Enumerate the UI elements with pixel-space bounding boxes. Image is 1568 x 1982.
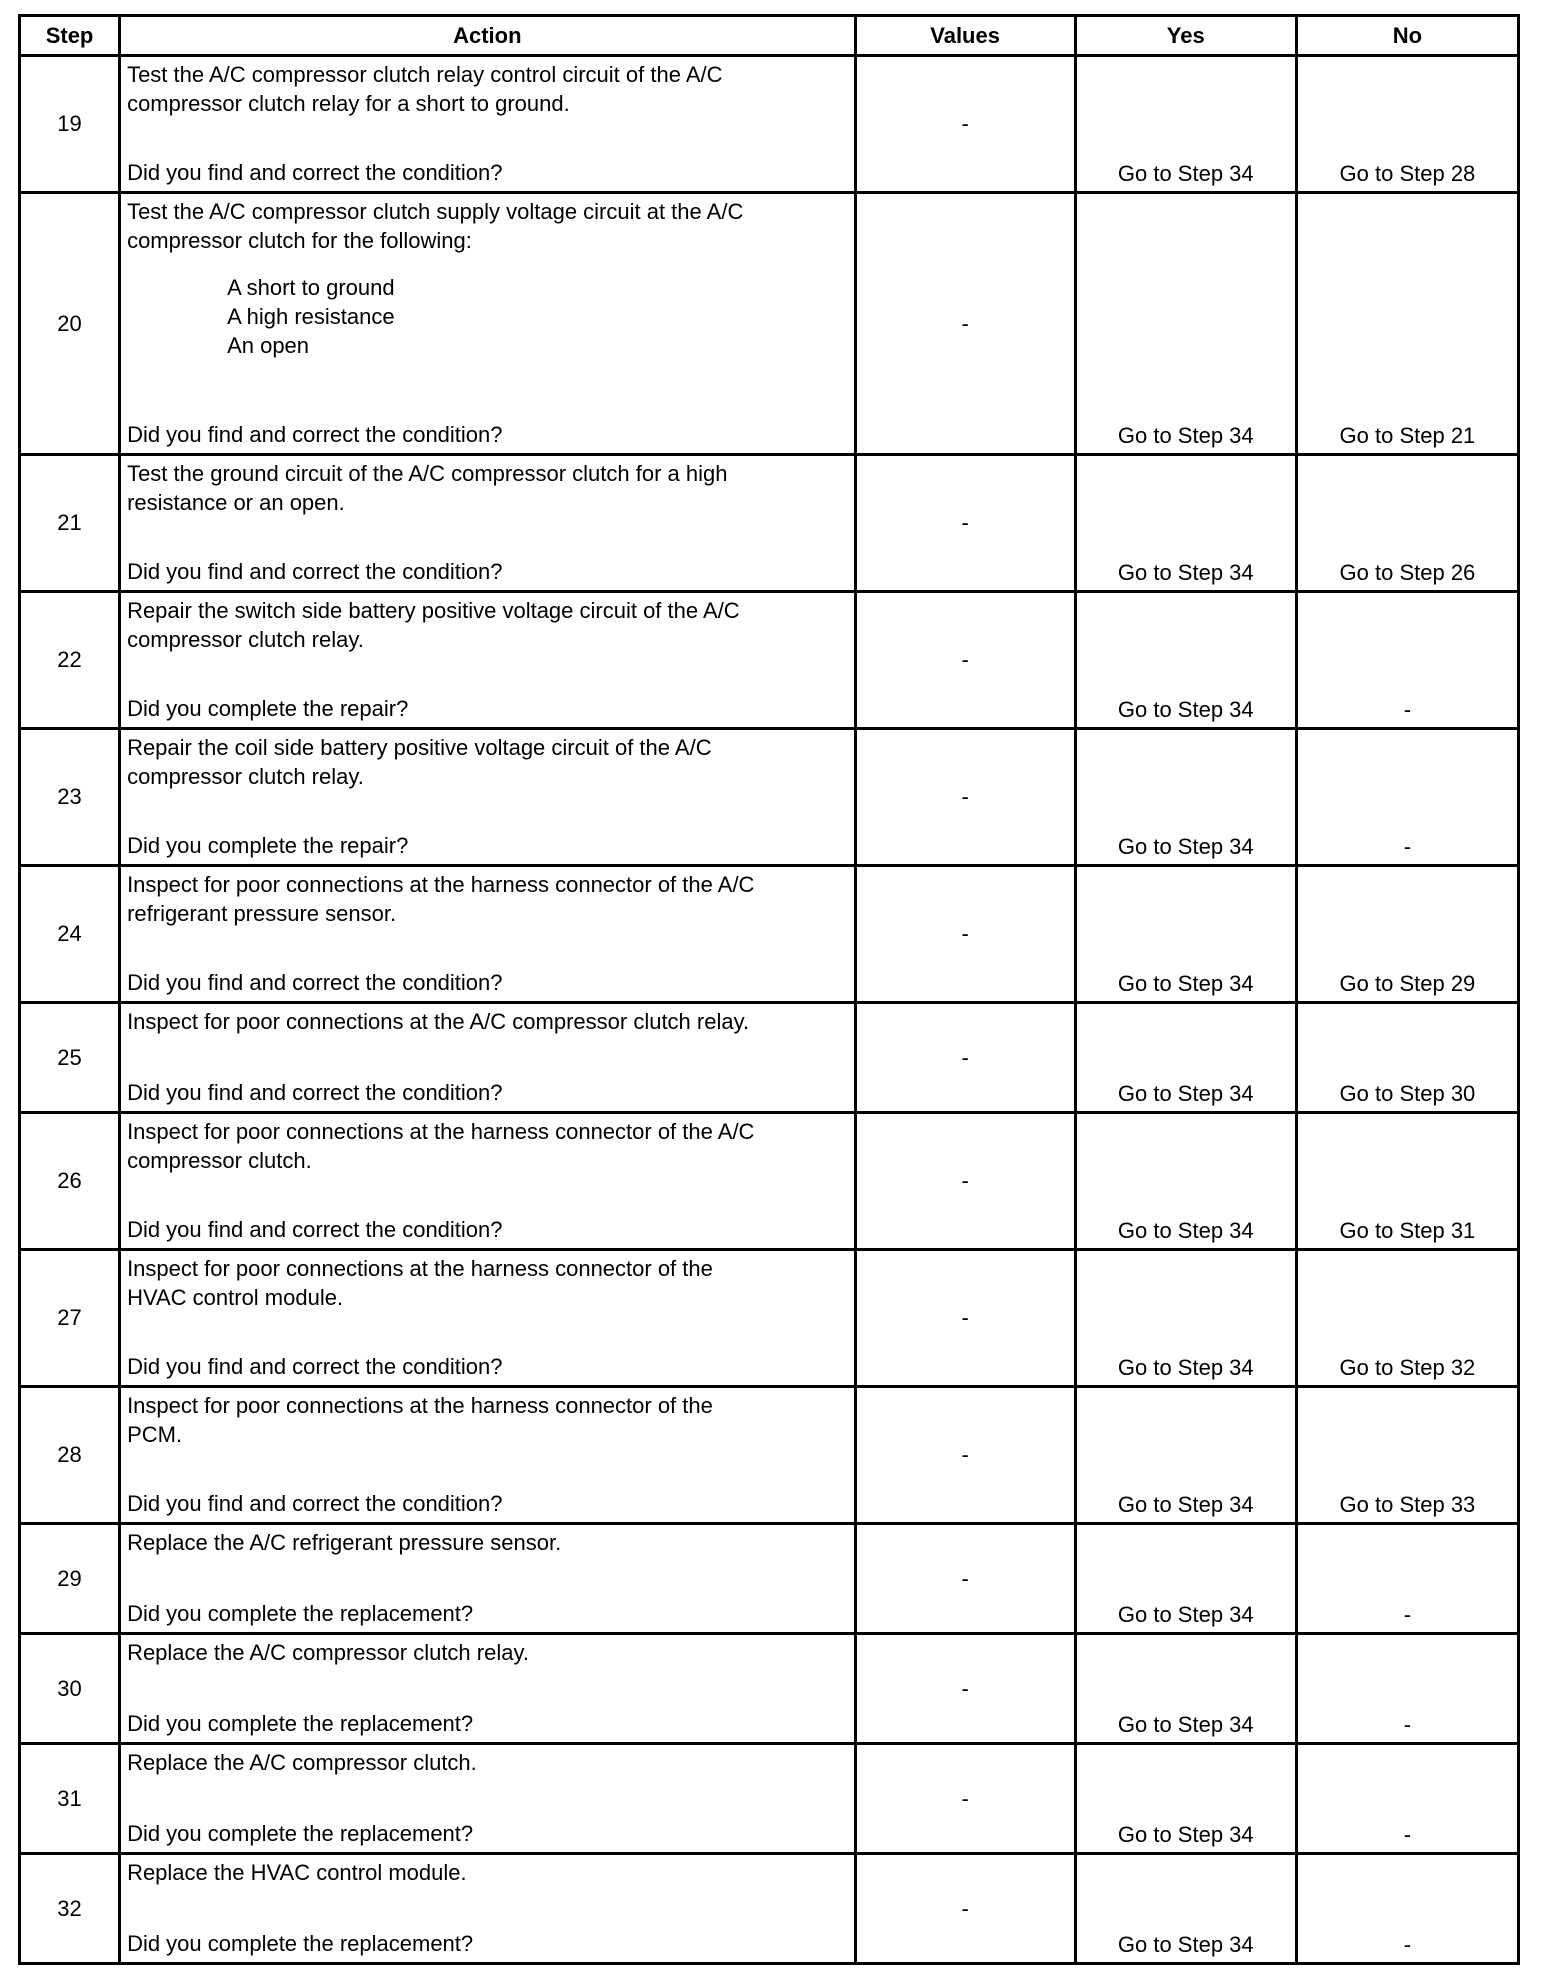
values-cell: - xyxy=(855,1854,1075,1964)
action-top xyxy=(127,1638,849,1667)
action-content xyxy=(121,456,853,590)
step-number: 31 xyxy=(20,1744,120,1854)
values-cell: - xyxy=(855,455,1075,592)
step-number: 26 xyxy=(20,1113,120,1250)
action-instruction: Test the ground circuit of the A/C compressor clutch for a high resistance or an open. xyxy=(127,461,728,515)
step-number: 21 xyxy=(20,455,120,592)
action-cell xyxy=(120,729,855,866)
action-instruction: Repair the switch side battery positive voltage circuit of the A/C compressor clutch relay. xyxy=(127,598,740,652)
yes-outcome: Go to Step 34 xyxy=(1075,56,1296,193)
table-row xyxy=(20,56,1519,193)
table-row xyxy=(20,455,1519,592)
action-cell xyxy=(120,1634,855,1744)
action-content xyxy=(121,1635,853,1742)
step-number: 29 xyxy=(20,1524,120,1634)
action-top xyxy=(127,1391,849,1449)
table-row xyxy=(20,1387,1519,1524)
no-outcome: Go to Step 30 xyxy=(1296,1003,1518,1113)
values-cell: - xyxy=(855,729,1075,866)
no-outcome: - xyxy=(1296,1524,1518,1634)
action-instruction: Inspect for poor connections at the harness connector of the A/C refrigerant pressure sensor. xyxy=(127,872,755,926)
no-outcome: Go to Step 26 xyxy=(1296,455,1518,592)
action-content xyxy=(121,57,853,191)
no-outcome: - xyxy=(1296,592,1518,729)
action-content xyxy=(121,1855,853,1962)
table-row xyxy=(20,592,1519,729)
values-cell: - xyxy=(855,1524,1075,1634)
values-cell: - xyxy=(855,56,1075,193)
action-cell xyxy=(120,592,855,729)
action-instruction: Inspect for poor connections at the A/C compressor clutch relay. xyxy=(127,1009,750,1034)
action-instruction: Replace the A/C compressor clutch. xyxy=(127,1750,477,1775)
values-cell: - xyxy=(855,866,1075,1003)
action-question: Did you find and correct the condition? xyxy=(127,160,503,185)
action-content xyxy=(121,1388,853,1522)
table-row xyxy=(20,1003,1519,1113)
yes-outcome: Go to Step 34 xyxy=(1075,193,1296,455)
yes-outcome: Go to Step 34 xyxy=(1075,1250,1296,1387)
action-question: Did you find and correct the condition? xyxy=(127,422,503,447)
header-yes: Yes xyxy=(1075,16,1296,56)
header-action: Action xyxy=(120,16,855,56)
action-instruction: Replace the A/C compressor clutch relay. xyxy=(127,1640,529,1665)
yes-outcome: Go to Step 34 xyxy=(1075,729,1296,866)
yes-outcome: Go to Step 34 xyxy=(1075,1634,1296,1744)
yes-outcome: Go to Step 34 xyxy=(1075,455,1296,592)
action-question: Did you find and correct the condition? xyxy=(127,1217,503,1242)
header-row xyxy=(20,16,1519,56)
condition-list-item: A short to ground xyxy=(227,275,395,300)
action-instruction: Test the A/C compressor clutch supply voltage circuit at the A/C compressor clutch for the following: xyxy=(127,199,744,253)
action-cell xyxy=(120,193,855,455)
action-content xyxy=(121,1114,853,1248)
no-outcome: Go to Step 33 xyxy=(1296,1387,1518,1524)
no-outcome: - xyxy=(1296,1634,1518,1744)
action-question: Did you complete the repair? xyxy=(127,696,409,721)
action-top xyxy=(127,1748,849,1777)
action-content xyxy=(121,593,853,727)
values-cell: - xyxy=(855,1744,1075,1854)
action-cell xyxy=(120,1250,855,1387)
table-row xyxy=(20,193,1519,455)
table-row xyxy=(20,1744,1519,1854)
action-content xyxy=(121,1745,853,1852)
action-top xyxy=(127,870,849,928)
table-row xyxy=(20,1524,1519,1634)
no-outcome: - xyxy=(1296,1744,1518,1854)
step-number: 22 xyxy=(20,592,120,729)
yes-outcome: Go to Step 34 xyxy=(1075,1744,1296,1854)
header-values: Values xyxy=(855,16,1075,56)
yes-outcome: Go to Step 34 xyxy=(1075,1524,1296,1634)
action-question: Did you find and correct the condition? xyxy=(127,1354,503,1379)
values-cell: - xyxy=(855,1113,1075,1250)
action-question: Did you find and correct the condition? xyxy=(127,1080,503,1105)
action-top xyxy=(127,596,849,654)
values-cell: - xyxy=(855,1250,1075,1387)
action-question: Did you find and correct the condition? xyxy=(127,559,503,584)
table-row xyxy=(20,1854,1519,1964)
action-cell xyxy=(120,1003,855,1113)
action-cell xyxy=(120,866,855,1003)
action-content xyxy=(121,730,853,864)
yes-outcome: Go to Step 34 xyxy=(1075,1854,1296,1964)
action-question: Did you complete the replacement? xyxy=(127,1711,474,1736)
no-outcome: Go to Step 32 xyxy=(1296,1250,1518,1387)
condition-list-item: A high resistance xyxy=(227,304,395,329)
values-cell: - xyxy=(855,1634,1075,1744)
values-cell: - xyxy=(855,1387,1075,1524)
values-cell: - xyxy=(855,193,1075,455)
yes-outcome: Go to Step 34 xyxy=(1075,866,1296,1003)
action-top xyxy=(127,1117,849,1175)
action-cell xyxy=(120,1854,855,1964)
step-number: 28 xyxy=(20,1387,120,1524)
action-question: Did you find and correct the condition? xyxy=(127,1491,503,1516)
action-question: Did you find and correct the condition? xyxy=(127,970,503,995)
no-outcome: - xyxy=(1296,729,1518,866)
table-row xyxy=(20,1250,1519,1387)
action-content xyxy=(121,1525,853,1632)
action-top xyxy=(127,60,849,118)
header-no: No xyxy=(1296,16,1518,56)
no-outcome: Go to Step 31 xyxy=(1296,1113,1518,1250)
yes-outcome: Go to Step 34 xyxy=(1075,1387,1296,1524)
action-question: Did you complete the repair? xyxy=(127,833,409,858)
header-step: Step xyxy=(20,16,120,56)
action-content xyxy=(121,1251,853,1385)
yes-outcome: Go to Step 34 xyxy=(1075,592,1296,729)
action-top xyxy=(127,733,849,791)
action-cell xyxy=(120,1387,855,1524)
yes-outcome: Go to Step 34 xyxy=(1075,1003,1296,1113)
step-number: 23 xyxy=(20,729,120,866)
action-question: Did you complete the replacement? xyxy=(127,1931,474,1956)
step-number: 32 xyxy=(20,1854,120,1964)
table-row xyxy=(20,1113,1519,1250)
action-top xyxy=(127,1858,849,1887)
table-body xyxy=(20,56,1519,1964)
action-content xyxy=(121,867,853,1001)
action-instruction: Repair the coil side battery positive voltage circuit of the A/C compressor clutch relay. xyxy=(127,735,712,789)
action-top xyxy=(127,459,849,517)
values-cell: - xyxy=(855,1003,1075,1113)
action-instruction: Replace the HVAC control module. xyxy=(127,1860,467,1885)
step-number: 24 xyxy=(20,866,120,1003)
no-outcome: - xyxy=(1296,1854,1518,1964)
condition-list xyxy=(227,273,849,360)
action-cell xyxy=(120,56,855,193)
action-instruction: Test the A/C compressor clutch relay control circuit of the A/C compressor clutch relay for a short to ground. xyxy=(127,62,723,116)
action-top xyxy=(127,1007,849,1036)
action-instruction: Inspect for poor connections at the harness connector of the A/C compressor clutch. xyxy=(127,1119,755,1173)
table-row xyxy=(20,866,1519,1003)
action-cell xyxy=(120,1113,855,1250)
table-row xyxy=(20,729,1519,866)
values-cell: - xyxy=(855,592,1075,729)
condition-list-item: An open xyxy=(227,333,310,358)
action-top xyxy=(127,1254,849,1312)
step-number: 25 xyxy=(20,1003,120,1113)
action-content xyxy=(121,1004,853,1111)
diagnostic-table-sheet xyxy=(18,14,1520,1964)
action-top xyxy=(127,197,849,368)
action-instruction: Replace the A/C refrigerant pressure sensor. xyxy=(127,1530,562,1555)
yes-outcome: Go to Step 34 xyxy=(1075,1113,1296,1250)
step-number: 19 xyxy=(20,56,120,193)
action-cell xyxy=(120,455,855,592)
action-question: Did you complete the replacement? xyxy=(127,1601,474,1626)
action-cell xyxy=(120,1524,855,1634)
step-number: 20 xyxy=(20,193,120,455)
action-question: Did you complete the replacement? xyxy=(127,1821,474,1846)
no-outcome: Go to Step 21 xyxy=(1296,193,1518,455)
no-outcome: Go to Step 29 xyxy=(1296,866,1518,1003)
action-content xyxy=(121,194,853,453)
table-row xyxy=(20,1634,1519,1744)
no-outcome: Go to Step 28 xyxy=(1296,56,1518,193)
step-number: 30 xyxy=(20,1634,120,1744)
action-instruction: Inspect for poor connections at the harness connector of the HVAC control module. xyxy=(127,1256,713,1310)
action-cell xyxy=(120,1744,855,1854)
action-top xyxy=(127,1528,849,1557)
step-number: 27 xyxy=(20,1250,120,1387)
action-instruction: Inspect for poor connections at the harness connector of the PCM. xyxy=(127,1393,713,1447)
diagnostic-steps-table xyxy=(18,14,1520,1965)
